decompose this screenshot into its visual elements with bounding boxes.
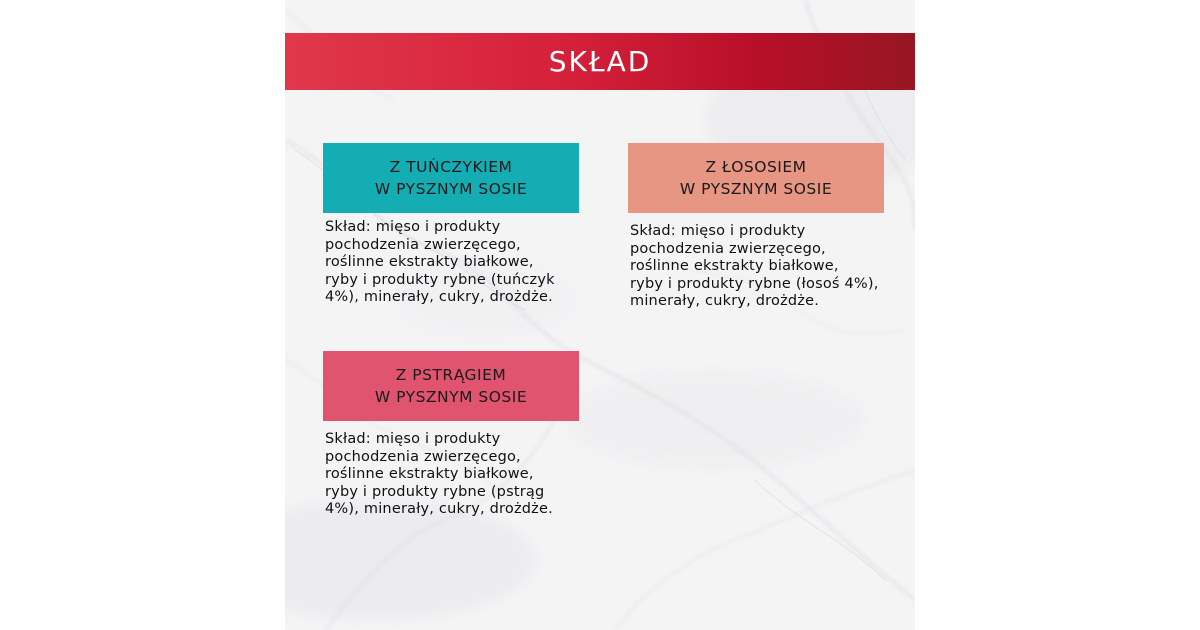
variant-title-line: W PYSZNYM SOSIE [679,180,833,198]
description-line: Skład: mięso i produkty [325,431,501,447]
page-title: SKŁAD [548,45,652,78]
description-line: 4%), minerały, cukry, drożdże. [325,501,553,517]
description-line: pochodzenia zwierzęcego, [325,448,521,465]
description-line: roślinne ekstrakty białkowe, [630,258,839,274]
description-line: pochodzenia zwierzęcego, [325,236,521,253]
variant-description-trout [325,431,575,519]
description-line: minerały, cukry, drożdże. [630,293,820,309]
variant-label-tuna [323,143,579,213]
variant-title-line: Z ŁOSOSIEM [705,158,807,176]
variant-title-line: W PYSZNYM SOSIE [374,388,528,406]
description-line: ryby i produkty rybne (tuńczyk [325,271,555,288]
description-line: ryby i produkty rybne (łosoś 4%), [630,275,879,292]
description-line: Skład: mięso i produkty [325,219,501,235]
description-line: pochodzenia zwierzęcego, [630,240,826,257]
variant-description-salmon [630,223,880,311]
variant-title-line: W PYSZNYM SOSIE [374,180,528,198]
header-banner [285,33,915,90]
variant-label-salmon [628,143,884,213]
composition-panel [285,0,915,630]
variant-label-trout [323,351,579,421]
description-line: roślinne ekstrakty białkowe, [325,466,534,482]
description-line: ryby i produkty rybne (pstrąg [325,483,545,500]
variant-title-line: Z TUŃCZYKIEM [389,158,513,176]
description-line: roślinne ekstrakty białkowe, [325,254,534,270]
description-line: 4%), minerały, cukry, drożdże. [325,289,553,305]
description-line: Skład: mięso i produkty [630,223,806,239]
variant-description-tuna [325,219,575,307]
variant-title-line: Z PSTRĄGIEM [395,366,507,384]
marble-background [285,0,915,630]
